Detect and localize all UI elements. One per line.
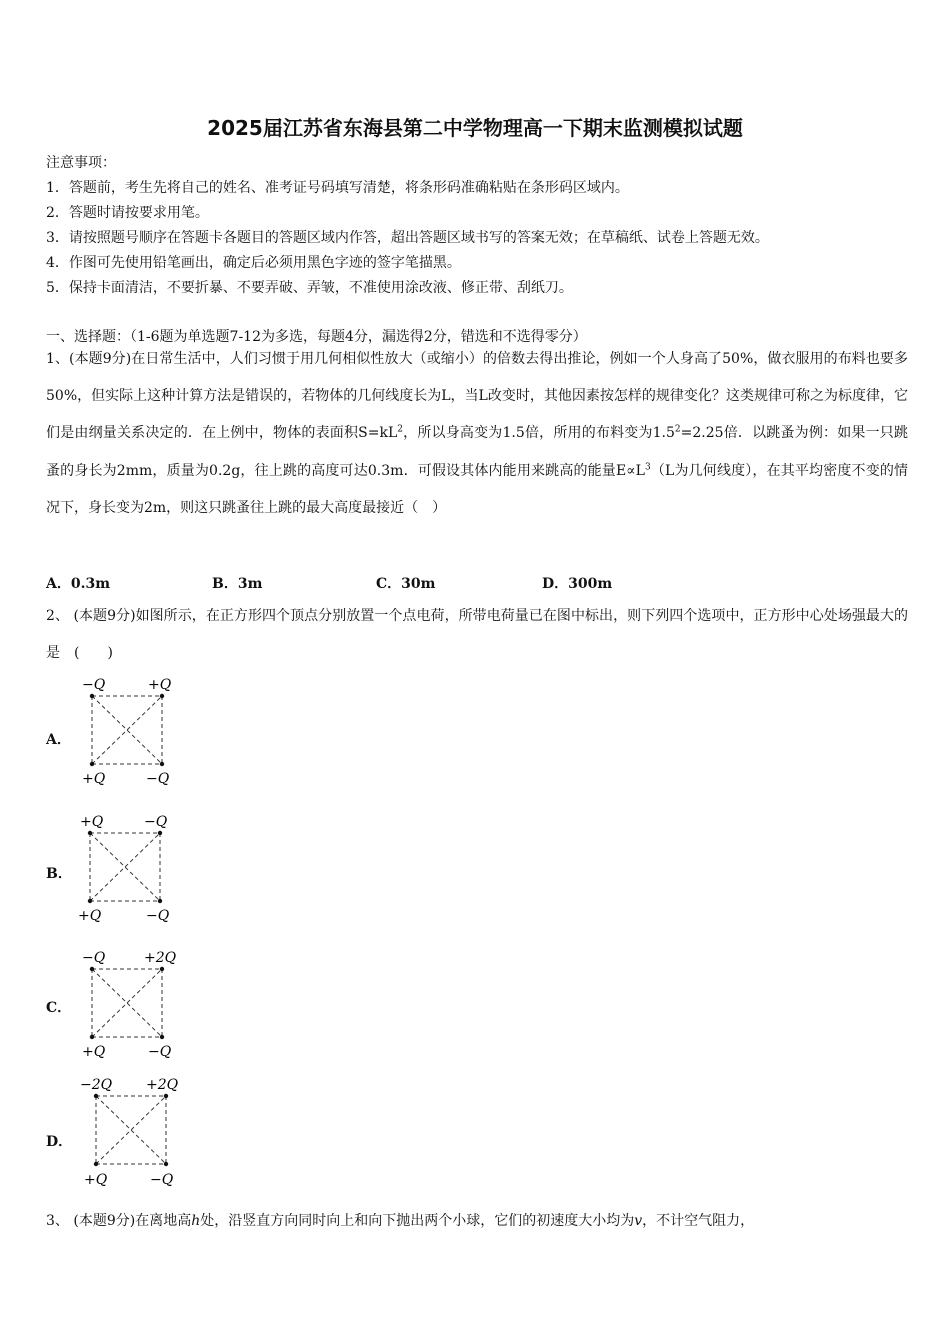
q2-option-b-label: B．: [46, 866, 72, 882]
q1-part-4: （L为几何线度），在其平均密度不变的情况下，身长变为2m，则这只跳蚤往上跳的最大高度最接近（ ）: [46, 462, 909, 516]
q3-var-h: h: [191, 1213, 201, 1229]
charge-label-tr: +Q: [148, 677, 172, 693]
q1-option-c: C．30m: [376, 576, 436, 592]
q1-option-b: B．3m: [212, 576, 263, 592]
charge-label-tl: +Q: [80, 814, 104, 830]
page-title: 2025届江苏省东海县第二中学物理高一下期末监测模拟试题: [207, 116, 743, 140]
q3-part-1: 3、 (本题9分)在离地高: [46, 1213, 192, 1229]
charge-label-br: −Q: [148, 1044, 172, 1060]
charge-label-br: −Q: [146, 908, 170, 924]
q1-sup-2: 2: [674, 424, 681, 435]
q3-var-v: v: [634, 1213, 643, 1229]
charge-label-bl: +Q: [78, 908, 102, 924]
q3-part-2: 处，沿竖直方向同时向上和向下抛出两个小球，它们的初速度大小均为: [200, 1213, 635, 1229]
charge-label-tr: +2Q: [146, 1077, 179, 1093]
notice-item-4: 4．作图可先使用铅笔画出，确定后必须用黑色字迹的签字笔描黑。: [46, 255, 461, 271]
charge-label-tr: +2Q: [144, 950, 177, 966]
q2-option-a-label: A．: [46, 732, 71, 748]
charge-label-bl: +Q: [82, 1044, 106, 1060]
charge-label-tl: −2Q: [80, 1077, 113, 1093]
notice-item-3: 3．请按照题号顺序在答题卡各题目的答题区域内作答，超出答题区域书写的答案无效；在草稿纸、试卷上答题无效。: [46, 230, 769, 246]
notice-item-5: 5．保持卡面清洁，不要折暴、不要弄破、弄皱，不准使用涂改液、修正带、刮纸刀。: [46, 280, 573, 296]
charge-label-tr: −Q: [144, 814, 168, 830]
notice-item-1: 1．答题前，考生先将自己的姓名、准考证号码填写清楚，将条形码准确粘贴在条形码区域内。: [46, 180, 629, 196]
section-heading: 一、选择题：（1-6题为单选题7-12为多选，每题4分，漏选得2分，错选和不选得零分）: [46, 329, 587, 345]
q1-part-3: =2.25倍．以跳蚤为例：如果一只跳蚤的身长为2mm，质量为0.2g，往上跳的高度可达0.3m．可假设其体内能用来跳高的能量E∝L: [46, 425, 908, 479]
question-1-text: [46, 341, 908, 527]
charge-label-br: −Q: [146, 771, 170, 787]
charge-square-diagram-b: [78, 811, 188, 927]
charge-square-diagram-c: [78, 947, 188, 1063]
question-2-text: 2、 (本题9分)如图所示，在正方形四个顶点分别放置一个点电荷，所带电荷量已在图中标出，则下列四个选项中，正方形中心处场强最大的是 ( ): [46, 608, 908, 662]
q3-part-3: ，不计空气阻力，: [642, 1213, 755, 1229]
q1-part-1: 1、(本题9分)在日常生活中，人们习惯于用几何相似性放大（或缩小）的倍数去得出推论，例如一个人身高了50%，做衣服用的布料也要多50%，但实际上这种计算方法是错误的，若物体的几何线度长为L，当L改变时，其他因素按怎样的规律变化？这类规律可称之为标度律，它们是由纲量关系决定的．在上例中，物体的表面积S=kL: [46, 351, 908, 442]
q1-option-a: A．0.3m: [46, 576, 111, 592]
charge-label-tl: −Q: [82, 950, 106, 966]
charge-square-diagram-d: [78, 1074, 188, 1192]
q1-part-2: ，所以身高变为1.5倍，所用的布料变为1.5: [402, 425, 675, 442]
charge-label-bl: +Q: [84, 1172, 108, 1188]
charge-label-bl: +Q: [82, 771, 106, 787]
charge-label-tl: −Q: [82, 677, 106, 693]
q1-sup-1: 2: [397, 424, 403, 435]
charge-label-br: −Q: [150, 1172, 174, 1188]
q1-option-d: D．300m: [542, 576, 613, 592]
notice-heading: 注意事项：: [46, 155, 116, 171]
q2-option-c-label: C．: [46, 1000, 72, 1016]
q1-sup-3: 3: [644, 461, 651, 472]
q2-option-d-label: D．: [46, 1134, 73, 1150]
question-3-text: [46, 1203, 908, 1240]
charge-square-diagram-a: [78, 674, 188, 790]
notice-item-2: 2．答题时请按要求用笔。: [46, 205, 209, 221]
